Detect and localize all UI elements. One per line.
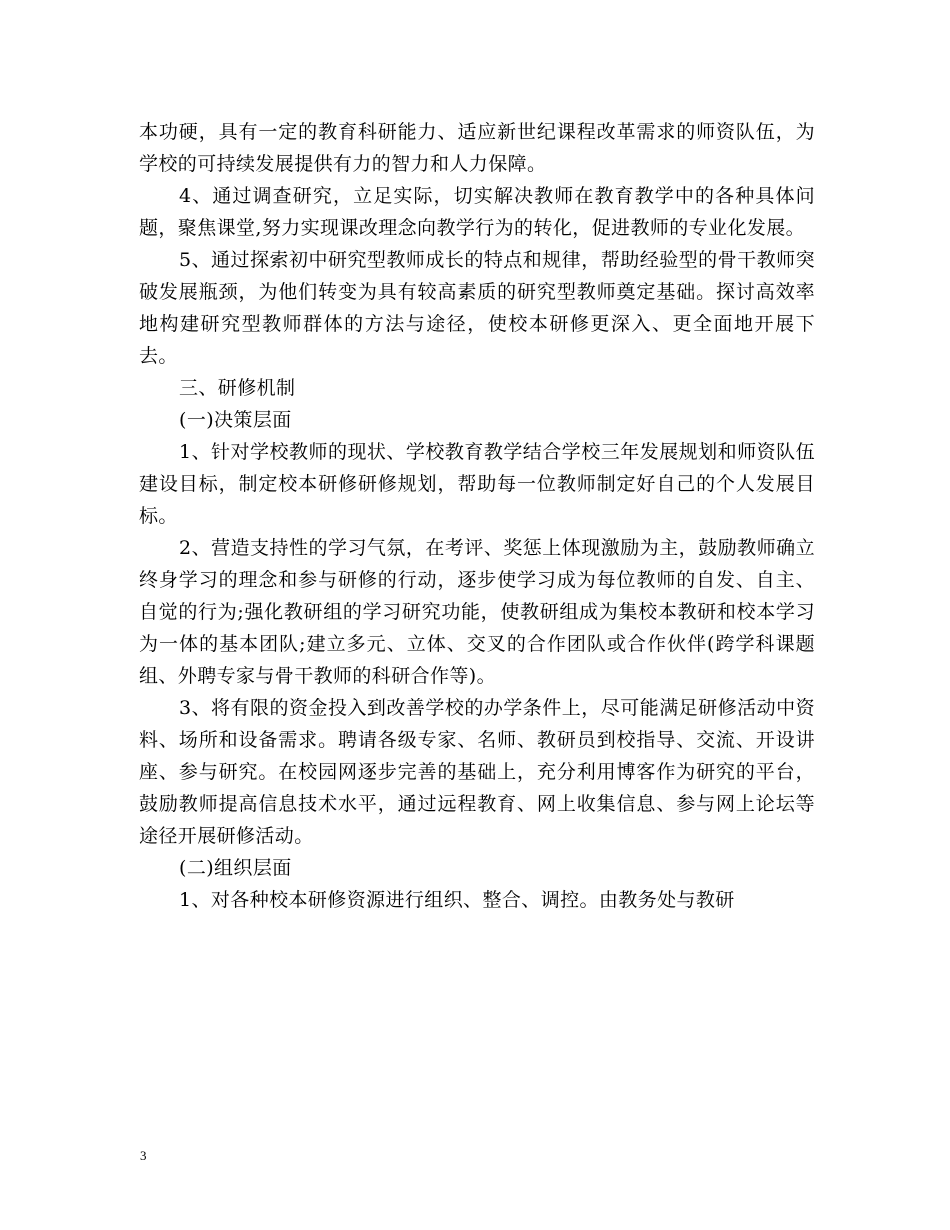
paragraph: 2、营造支持性的学习气氛，在考评、奖惩上体现激励为主，鼓励教师确立终身学习的理念和参与研修的行动，逐步使学习成为每位教师的自发、自主、自觉的行为;强化教研组的学习研究功能，使教研组成为集校本教研和校本学习为一体的基本团队;建立多元、立体、交叉的合作团队或合作伙伴(跨学科课题组、外聘专家与骨干教师的科研合作等)。 (139, 537, 815, 687)
paragraph: 本功硬，具有一定的教育科研能力、适应新世纪课程改革需求的师资队伍，为学校的可持续发展提供有力的智力和人力保障。 (139, 121, 815, 175)
paragraph: 1、针对学校教师的现状、学校教育教学结合学校三年发展规划和师资队伍建设目标，制定校本研修研修规划，帮助每一位教师制定好自己的个人发展目标。 (139, 441, 815, 527)
page-number: 3 (140, 1148, 147, 1163)
subsection-heading: (一)决策层面 (179, 409, 292, 431)
paragraph: 4、通过调查研究，立足实际，切实解决教师在教育教学中的各种具体问题，聚焦课堂,努力实现课改理念向教学行为的转化，促进教师的专业化发展。 (139, 185, 815, 239)
paragraph: 1、对各种校本研修资源进行组织、整合、调控。由教务处与教研 (179, 889, 735, 911)
document-body (139, 116, 815, 916)
subsection-heading: (二)组织层面 (179, 857, 292, 879)
section-heading: 三、研修机制 (179, 377, 296, 399)
paragraph: 5、通过探索初中研究型教师成长的特点和规律，帮助经验型的骨干教师突破发展瓶颈，为他们转变为具有较高素质的研究型教师奠定基础。探讨高效率地构建研究型教师群体的方法与途径，使校本研修更深入、更全面地开展下去。 (139, 249, 815, 367)
paragraph: 3、将有限的资金投入到改善学校的办学条件上，尽可能满足研修活动中资料、场所和设备需求。聘请各级专家、名师、教研员到校指导、交流、开设讲座、参与研究。在校园网逐步完善的基础上，充分利用博客作为研究的平台，鼓励教师提高信息技术水平，通过远程教育、网上收集信息、参与网上论坛等途径开展研修活动。 (139, 697, 815, 847)
